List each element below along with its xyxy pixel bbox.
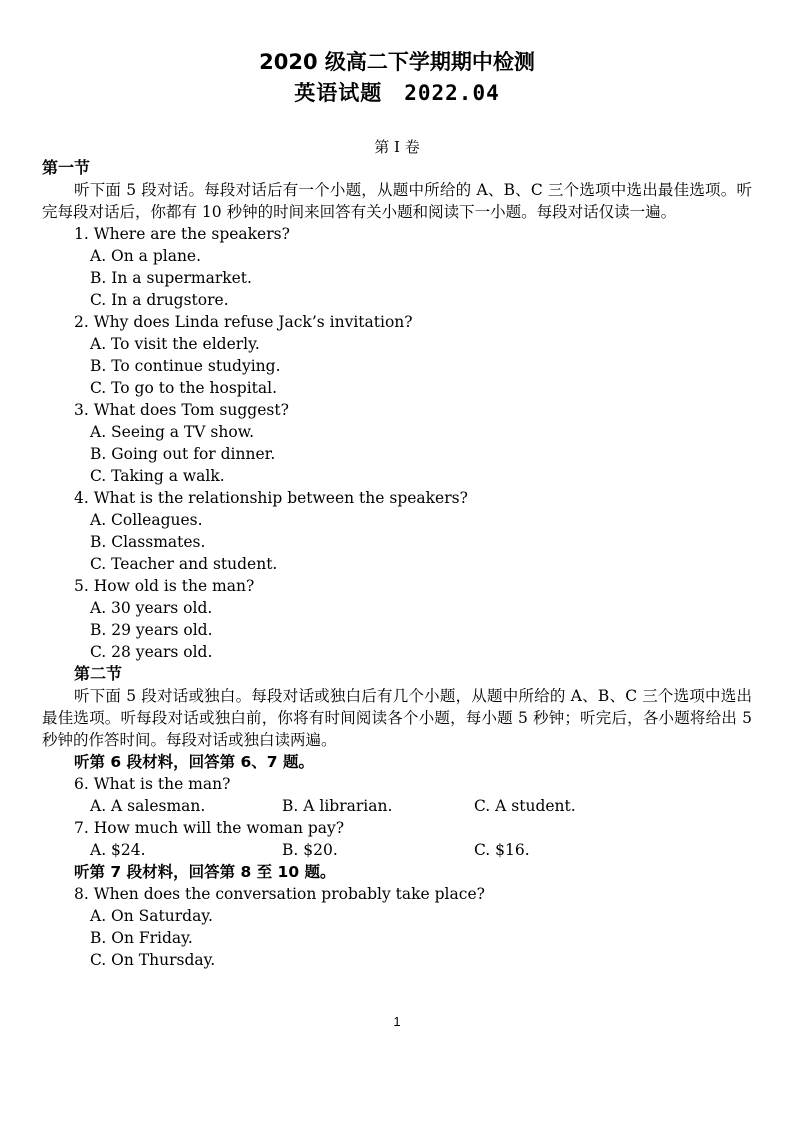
option-c: C. A student.	[474, 797, 576, 815]
option-a: A. A salesman.	[90, 797, 206, 815]
question-stem: 4. What is the relationship between the speakers?	[74, 489, 468, 507]
option-b: B. A librarian.	[282, 797, 393, 815]
question-stem: 8. When does the conversation probably take place?	[74, 885, 485, 903]
option-a: A. $24.	[90, 841, 146, 859]
option-c: C. $16.	[474, 841, 530, 859]
question-stem: 1. Where are the speakers?	[74, 225, 290, 243]
question-1	[42, 223, 752, 311]
option-a: A. Colleagues.	[90, 511, 203, 529]
question-8	[42, 883, 752, 971]
question-4	[42, 487, 752, 575]
option-b: B. Classmates.	[90, 533, 206, 551]
option-a: A. On a plane.	[90, 247, 202, 265]
section1-heading: 第一节	[42, 158, 91, 177]
question-stem: 2. Why does Linda refuse Jack’s invitation?	[74, 313, 413, 331]
question-3	[42, 399, 752, 487]
material-7-heading: 听第 7 段材料，回答第 8 至 10 题。	[74, 863, 336, 881]
option-b: B. To continue studying.	[90, 357, 281, 375]
option-a: A. To visit the elderly.	[90, 335, 260, 353]
option-b: B. Going out for dinner.	[90, 445, 276, 463]
question-stem: 5. How old is the man?	[74, 577, 255, 595]
material-6-heading: 听第 6 段材料，回答第 6、7 题。	[74, 753, 314, 771]
subject-title: 英语试题	[294, 81, 383, 105]
option-c: C. On Thursday.	[90, 951, 216, 969]
options-row	[42, 839, 752, 861]
option-a: A. Seeing a TV show.	[90, 423, 255, 441]
exam-title: 2020 级高二下学期期中检测	[259, 50, 535, 74]
exam-subtitle	[0, 77, 794, 107]
question-stem: 7. How much will the woman pay?	[74, 819, 345, 837]
option-b: B. On Friday.	[90, 929, 193, 947]
question-stem: 6. What is the man?	[74, 775, 231, 793]
options-row	[42, 795, 752, 817]
option-c: C. To go to the hospital.	[90, 379, 278, 397]
question-stem: 3. What does Tom suggest?	[74, 401, 289, 419]
section1-instructions: 听下面 5 段对话。每段对话后有一个小题，从题中所给的 A、B、C 三个选项中选出最佳选项。听完每段对话后，你都有 10 秒钟的时间来回答有关小题和阅读下一小题。每段对话仅读一遍。	[42, 181, 752, 221]
option-c: C. Teacher and student.	[90, 555, 278, 573]
option-b: B. In a supermarket.	[90, 269, 252, 287]
section2-instructions: 听下面 5 段对话或独白。每段对话或独白后有几个小题，从题中所给的 A、B、C 三个选项中选出最佳选项。听每段对话或独白前，你将有时间阅读各个小题，每小题 5 秒钟；听完后，各小题将给出 5 秒钟的作答时间。每段对话或独白读两遍。	[42, 687, 752, 749]
volume-label: 第 I 卷	[374, 138, 420, 156]
option-a: A. 30 years old.	[90, 599, 213, 617]
question-7	[42, 817, 752, 861]
option-a: A. On Saturday.	[90, 907, 213, 925]
option-c: C. Taking a walk.	[90, 467, 225, 485]
option-c: C. In a drugstore.	[90, 291, 229, 309]
question-5	[42, 575, 752, 663]
question-2	[42, 311, 752, 399]
option-c: C. 28 years old.	[90, 643, 213, 661]
exam-date: 2022.04	[404, 81, 500, 105]
exam-content	[42, 157, 752, 971]
section2-heading: 第二节	[74, 664, 123, 683]
question-6	[42, 773, 752, 817]
option-b: B. 29 years old.	[90, 621, 213, 639]
option-b: B. $20.	[282, 841, 338, 859]
page-number: 1	[393, 1014, 401, 1029]
